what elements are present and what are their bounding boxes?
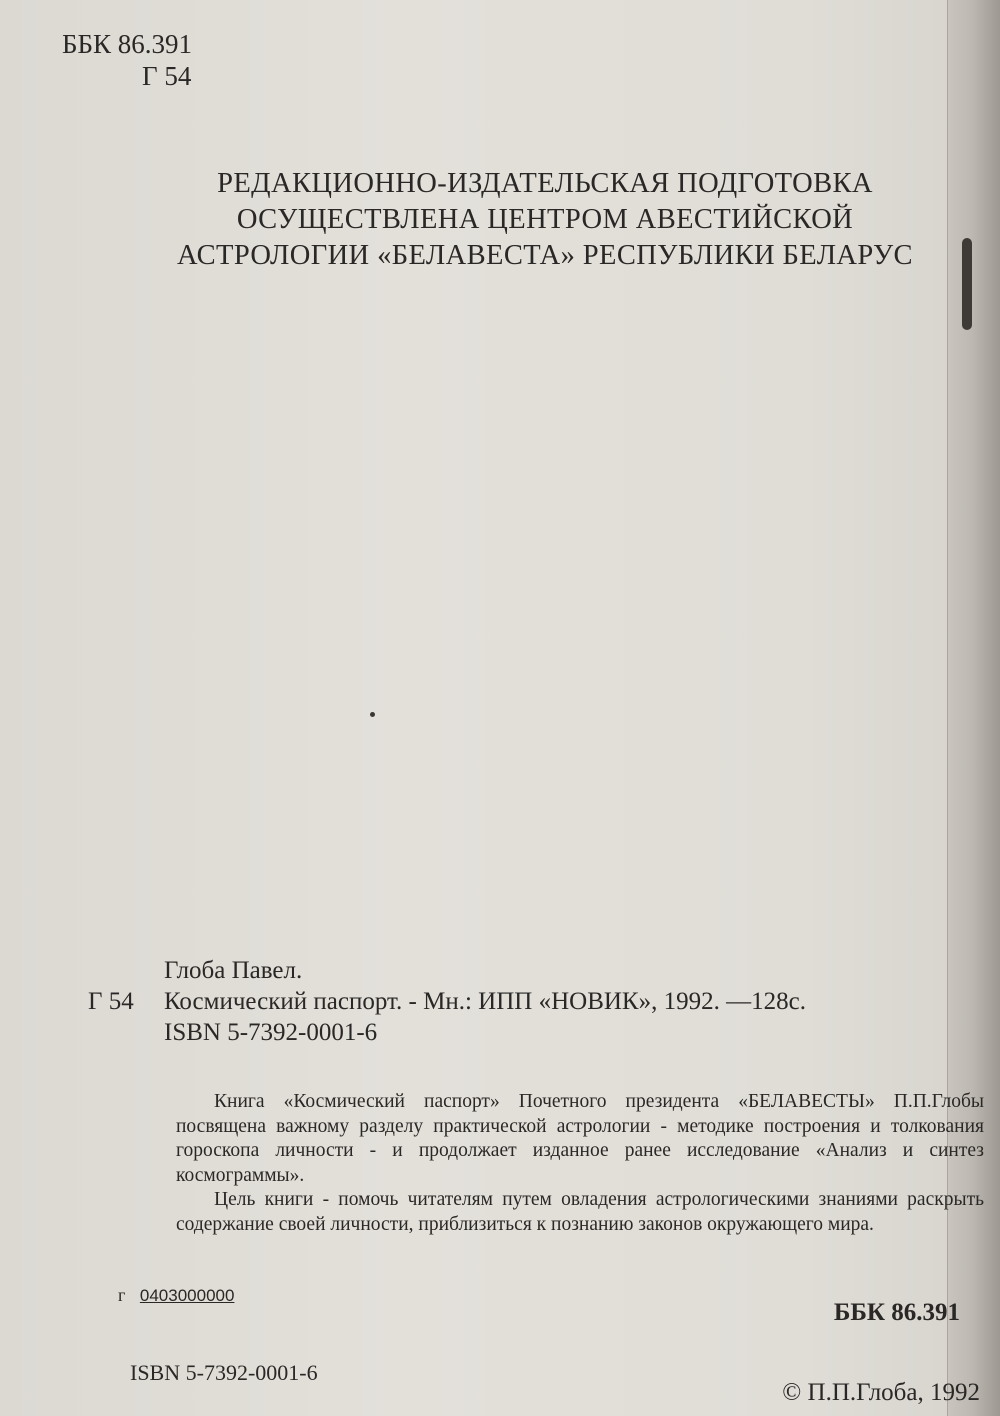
- catalog-letter: г: [118, 1285, 126, 1305]
- record-title: Космический паспорт. - Мн.: ИПП «НОВИК», 1992. —128с.: [164, 988, 806, 1015]
- binding-mark: [962, 238, 972, 330]
- author-mark: Г 54: [142, 61, 192, 91]
- footer-isbn: ISBN 5-7392-0001-6: [130, 1360, 318, 1385]
- bibliographic-record: [88, 955, 806, 1048]
- record-isbn: ISBN 5-7392-0001-6: [164, 1019, 378, 1046]
- annotation-paragraph: Книга «Космический паспорт» Почетного президента «БЕЛАВЕСТЫ» П.П.Глобы посвящена важному разделу практической астрологии - методике построения и толкования гороскопа личности - и продолжает изданное ранее исследование «Анализ и синтез космограммы».: [176, 1091, 984, 1186]
- copyright-notice: © П.П.Глоба, 1992: [782, 1379, 980, 1406]
- publisher-note-line: ОСУЩЕСТВЛЕНА ЦЕНТРОМ АВЕСТИЙСКОЙ: [236, 204, 854, 235]
- record-author-mark: Г 54: [88, 988, 134, 1015]
- footer-bbk: ББК 86.391: [833, 1299, 960, 1326]
- print-speck: [370, 712, 375, 717]
- annotation: [176, 1090, 984, 1237]
- publisher-note-line: РЕДАКЦИОННО-ИЗДАТЕЛЬСКАЯ ПОДГОТОВКА: [217, 168, 873, 199]
- annotation-paragraph: Цель книги - помочь читателям путем овладения астрологическими знаниями раскрыть содержание своей личности, приблизиться к познанию законов окружающего мира.: [176, 1189, 984, 1235]
- classification-block: [62, 28, 192, 92]
- record-author: Глоба Павел.: [164, 957, 303, 984]
- bbk-code: ББК 86.391: [62, 29, 193, 59]
- publisher-note: [150, 166, 940, 274]
- catalog-number: 0403000000: [139, 1286, 235, 1305]
- catalog-code: [118, 1284, 234, 1307]
- publisher-note-line: АСТРОЛОГИИ «БЕЛАВЕСТА» РЕСПУБЛИКИ БЕЛАРУС: [177, 240, 913, 271]
